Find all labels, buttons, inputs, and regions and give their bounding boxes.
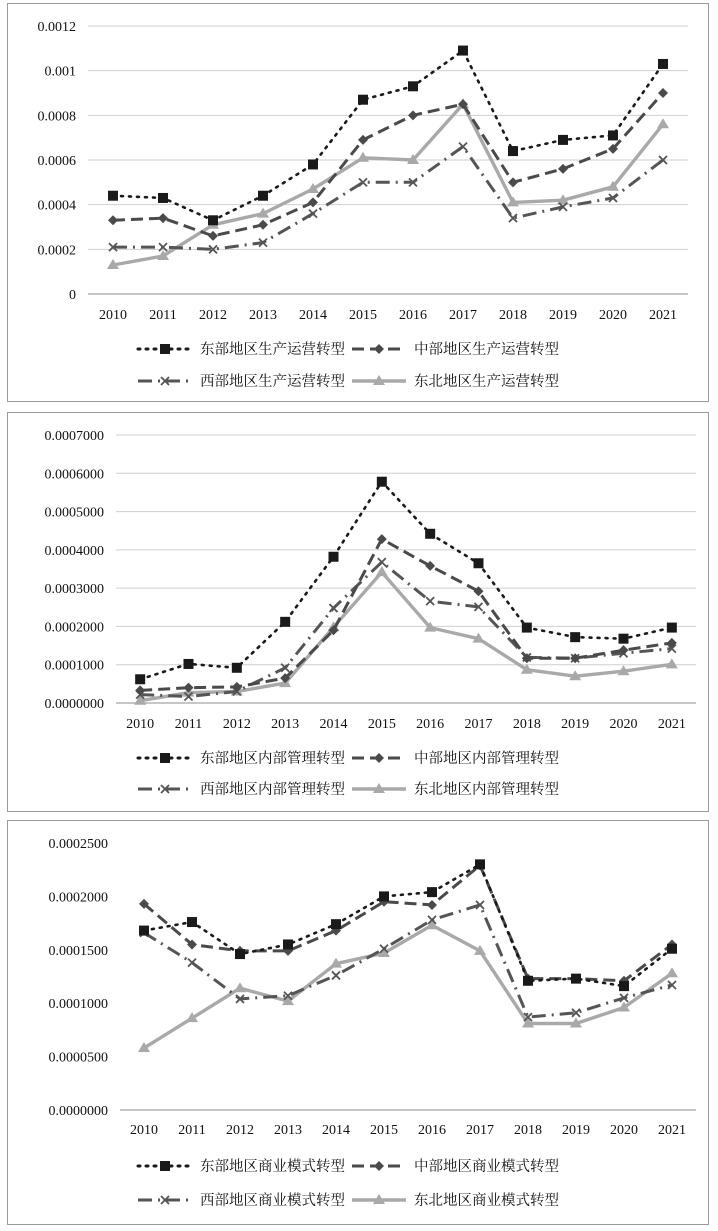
- legend-label: 东北地区商业模式转型: [414, 1193, 559, 1209]
- chart-svg: [8, 4, 708, 401]
- data-point: [283, 939, 293, 949]
- x-tick-label: 2016: [418, 1123, 446, 1138]
- data-point: [308, 159, 318, 169]
- data-point: [158, 213, 168, 223]
- series-line: [144, 864, 672, 986]
- data-point: [258, 220, 268, 230]
- data-point: [187, 917, 197, 927]
- legend-label: 西部地区内部管理转型: [200, 782, 345, 798]
- x-tick-label: 2012: [226, 1123, 254, 1138]
- y-tick-label: 0.0002000: [48, 890, 108, 906]
- series-line: [140, 572, 672, 701]
- y-tick-label: 0.0002500: [48, 837, 108, 852]
- chart-svg: [8, 821, 708, 1224]
- data-point: [474, 558, 484, 568]
- data-point: [570, 632, 580, 642]
- y-tick-label: 0.0000000: [44, 697, 104, 712]
- data-point: [234, 982, 246, 992]
- legend-item: [352, 340, 559, 358]
- y-tick-label: 0.0002000: [44, 620, 104, 636]
- data-point: [330, 604, 338, 612]
- data-point: [159, 243, 167, 251]
- data-point: [108, 215, 118, 225]
- data-point: [358, 95, 368, 105]
- legend-label: 西部地区生产运营转型: [200, 374, 345, 390]
- data-point: [188, 959, 196, 967]
- x-tick-label: 2011: [149, 308, 177, 323]
- data-point: [558, 135, 568, 145]
- x-tick-label: 2017: [466, 1123, 494, 1138]
- data-point: [329, 552, 339, 562]
- x-tick-label: 2019: [561, 717, 590, 732]
- series-2: [139, 860, 677, 985]
- data-point: [308, 197, 318, 207]
- data-point: [667, 623, 677, 633]
- data-point: [358, 135, 368, 145]
- y-tick-label: 0.0005000: [44, 505, 104, 521]
- data-point: [658, 88, 668, 98]
- x-tick-label: 2016: [416, 717, 445, 732]
- data-point: [408, 110, 418, 120]
- data-point: [378, 558, 386, 566]
- x-tick-label: 2017: [449, 308, 477, 323]
- x-tick-label: 2015: [367, 717, 396, 732]
- legend-label: 东北地区内部管理转型: [414, 782, 559, 798]
- legend-item: [352, 1191, 559, 1209]
- data-point: [458, 46, 468, 56]
- x-tick-label: 2021: [657, 717, 686, 732]
- data-point: [427, 900, 437, 910]
- legend-label: 中部地区商业模式转型: [414, 1159, 559, 1175]
- y-tick-label: 0.0008: [37, 109, 76, 125]
- legend-label: 中部地区内部管理转型: [414, 751, 559, 767]
- legend-label: 东北地区生产运营转型: [414, 374, 559, 390]
- legend-marker: [160, 1161, 170, 1171]
- data-point: [427, 887, 437, 897]
- legend-label: 东部地区生产运营转型: [200, 342, 345, 358]
- y-tick-label: 0.0004000: [44, 543, 104, 559]
- x-tick-label: 2015: [370, 1123, 398, 1138]
- series-line: [113, 93, 663, 236]
- legend-item: [138, 1191, 345, 1209]
- x-tick-label: 2010: [130, 1123, 158, 1138]
- data-point: [508, 146, 518, 156]
- data-point: [558, 164, 568, 174]
- x-tick-label: 2012: [199, 308, 227, 323]
- y-tick-label: 0.0012: [37, 20, 76, 35]
- x-tick-label: 2020: [599, 308, 627, 323]
- data-point: [377, 477, 387, 487]
- legend-label: 东部地区内部管理转型: [200, 751, 345, 767]
- series-line: [140, 539, 672, 690]
- series-2: [135, 534, 677, 695]
- chart-business-model: [7, 820, 709, 1225]
- data-point: [184, 659, 194, 669]
- legend-marker: [374, 753, 384, 763]
- series-1: [135, 477, 677, 685]
- y-tick-label: 0.001: [44, 64, 76, 80]
- series-line: [144, 865, 672, 980]
- data-point: [331, 919, 341, 929]
- data-point: [608, 130, 618, 140]
- x-tick-label: 2019: [549, 308, 577, 323]
- y-tick-label: 0.0006: [37, 154, 76, 169]
- y-tick-label: 0.0003000: [44, 582, 104, 598]
- data-point: [522, 623, 532, 633]
- x-tick-label: 2016: [399, 308, 427, 323]
- y-tick-label: 0: [69, 288, 76, 303]
- legend-item: [138, 1157, 345, 1175]
- x-tick-label: 2013: [271, 717, 300, 732]
- x-tick-label: 2021: [649, 308, 677, 323]
- chart-production-operation: [7, 3, 709, 402]
- x-tick-label: 2018: [514, 1123, 542, 1138]
- x-tick-label: 2019: [562, 1123, 590, 1138]
- x-tick-label: 2018: [499, 308, 527, 323]
- data-point: [426, 597, 434, 605]
- data-point: [158, 193, 168, 203]
- x-tick-label: 2020: [610, 1123, 638, 1138]
- x-tick-label: 2010: [126, 717, 155, 732]
- y-tick-label: 0.0000000: [48, 1104, 108, 1119]
- y-tick-label: 0.0007000: [44, 429, 104, 444]
- data-point: [657, 118, 669, 128]
- x-tick-label: 2014: [322, 1123, 350, 1138]
- data-point: [208, 231, 218, 241]
- legend-item: [138, 749, 345, 767]
- legend-marker: [160, 753, 170, 763]
- data-point: [135, 674, 145, 684]
- data-point: [508, 177, 518, 187]
- legend-item: [138, 372, 345, 390]
- x-tick-label: 2020: [609, 717, 638, 732]
- series-2: [108, 88, 668, 241]
- y-tick-label: 0.0006000: [44, 467, 104, 483]
- legend-label: 中部地区生产运营转型: [414, 342, 559, 358]
- series-3: [136, 558, 676, 700]
- series-line: [140, 562, 672, 696]
- legend-label: 西部地区商业模式转型: [200, 1193, 345, 1209]
- y-tick-label: 0.0004: [37, 198, 76, 214]
- series-1: [108, 46, 668, 226]
- data-point: [425, 529, 435, 539]
- data-point: [658, 59, 668, 69]
- x-tick-label: 2011: [174, 717, 203, 732]
- legend-marker: [374, 1161, 384, 1171]
- data-point: [408, 81, 418, 91]
- chart-svg: [8, 413, 708, 811]
- data-point: [258, 191, 268, 201]
- x-tick-label: 2013: [249, 308, 277, 323]
- legend-label: 东部地区商业模式转型: [200, 1159, 345, 1175]
- data-point: [667, 944, 677, 954]
- y-tick-label: 0.0001000: [48, 997, 108, 1013]
- legend-item: [352, 1157, 559, 1175]
- data-point: [619, 634, 629, 644]
- y-tick-label: 0.0001000: [44, 658, 104, 674]
- chart-internal-management: [7, 412, 709, 812]
- y-tick-label: 0.0000500: [48, 1050, 108, 1066]
- legend-marker: [160, 344, 170, 354]
- data-point: [523, 976, 533, 986]
- x-tick-label: 2018: [512, 717, 541, 732]
- x-tick-label: 2021: [658, 1123, 686, 1138]
- x-tick-label: 2012: [222, 717, 251, 732]
- x-tick-label: 2014: [319, 717, 348, 732]
- series-1: [139, 859, 677, 991]
- data-point: [571, 974, 581, 984]
- x-tick-label: 2015: [349, 308, 377, 323]
- legend-item: [138, 780, 345, 798]
- data-point: [208, 215, 218, 225]
- data-point: [232, 663, 242, 673]
- data-point: [235, 949, 245, 959]
- series-3: [140, 901, 676, 1021]
- legend-item: [352, 780, 559, 798]
- x-tick-label: 2013: [274, 1123, 302, 1138]
- data-point: [619, 981, 629, 991]
- data-point: [379, 891, 389, 901]
- x-tick-label: 2014: [299, 308, 327, 323]
- legend-item: [352, 372, 559, 390]
- legend-item: [138, 340, 345, 358]
- x-tick-label: 2017: [464, 717, 493, 732]
- data-point: [280, 617, 290, 627]
- legend-marker: [374, 344, 384, 354]
- x-tick-label: 2011: [178, 1123, 206, 1138]
- data-point: [459, 143, 467, 151]
- data-point: [475, 859, 485, 869]
- data-point: [139, 926, 149, 936]
- legend-item: [352, 749, 559, 767]
- data-point: [108, 191, 118, 201]
- y-tick-label: 0.0001500: [48, 943, 108, 959]
- series-4: [134, 566, 678, 705]
- x-tick-label: 2010: [99, 308, 127, 323]
- data-point: [666, 967, 678, 977]
- data-point: [332, 971, 340, 979]
- y-tick-label: 0.0002: [37, 243, 76, 259]
